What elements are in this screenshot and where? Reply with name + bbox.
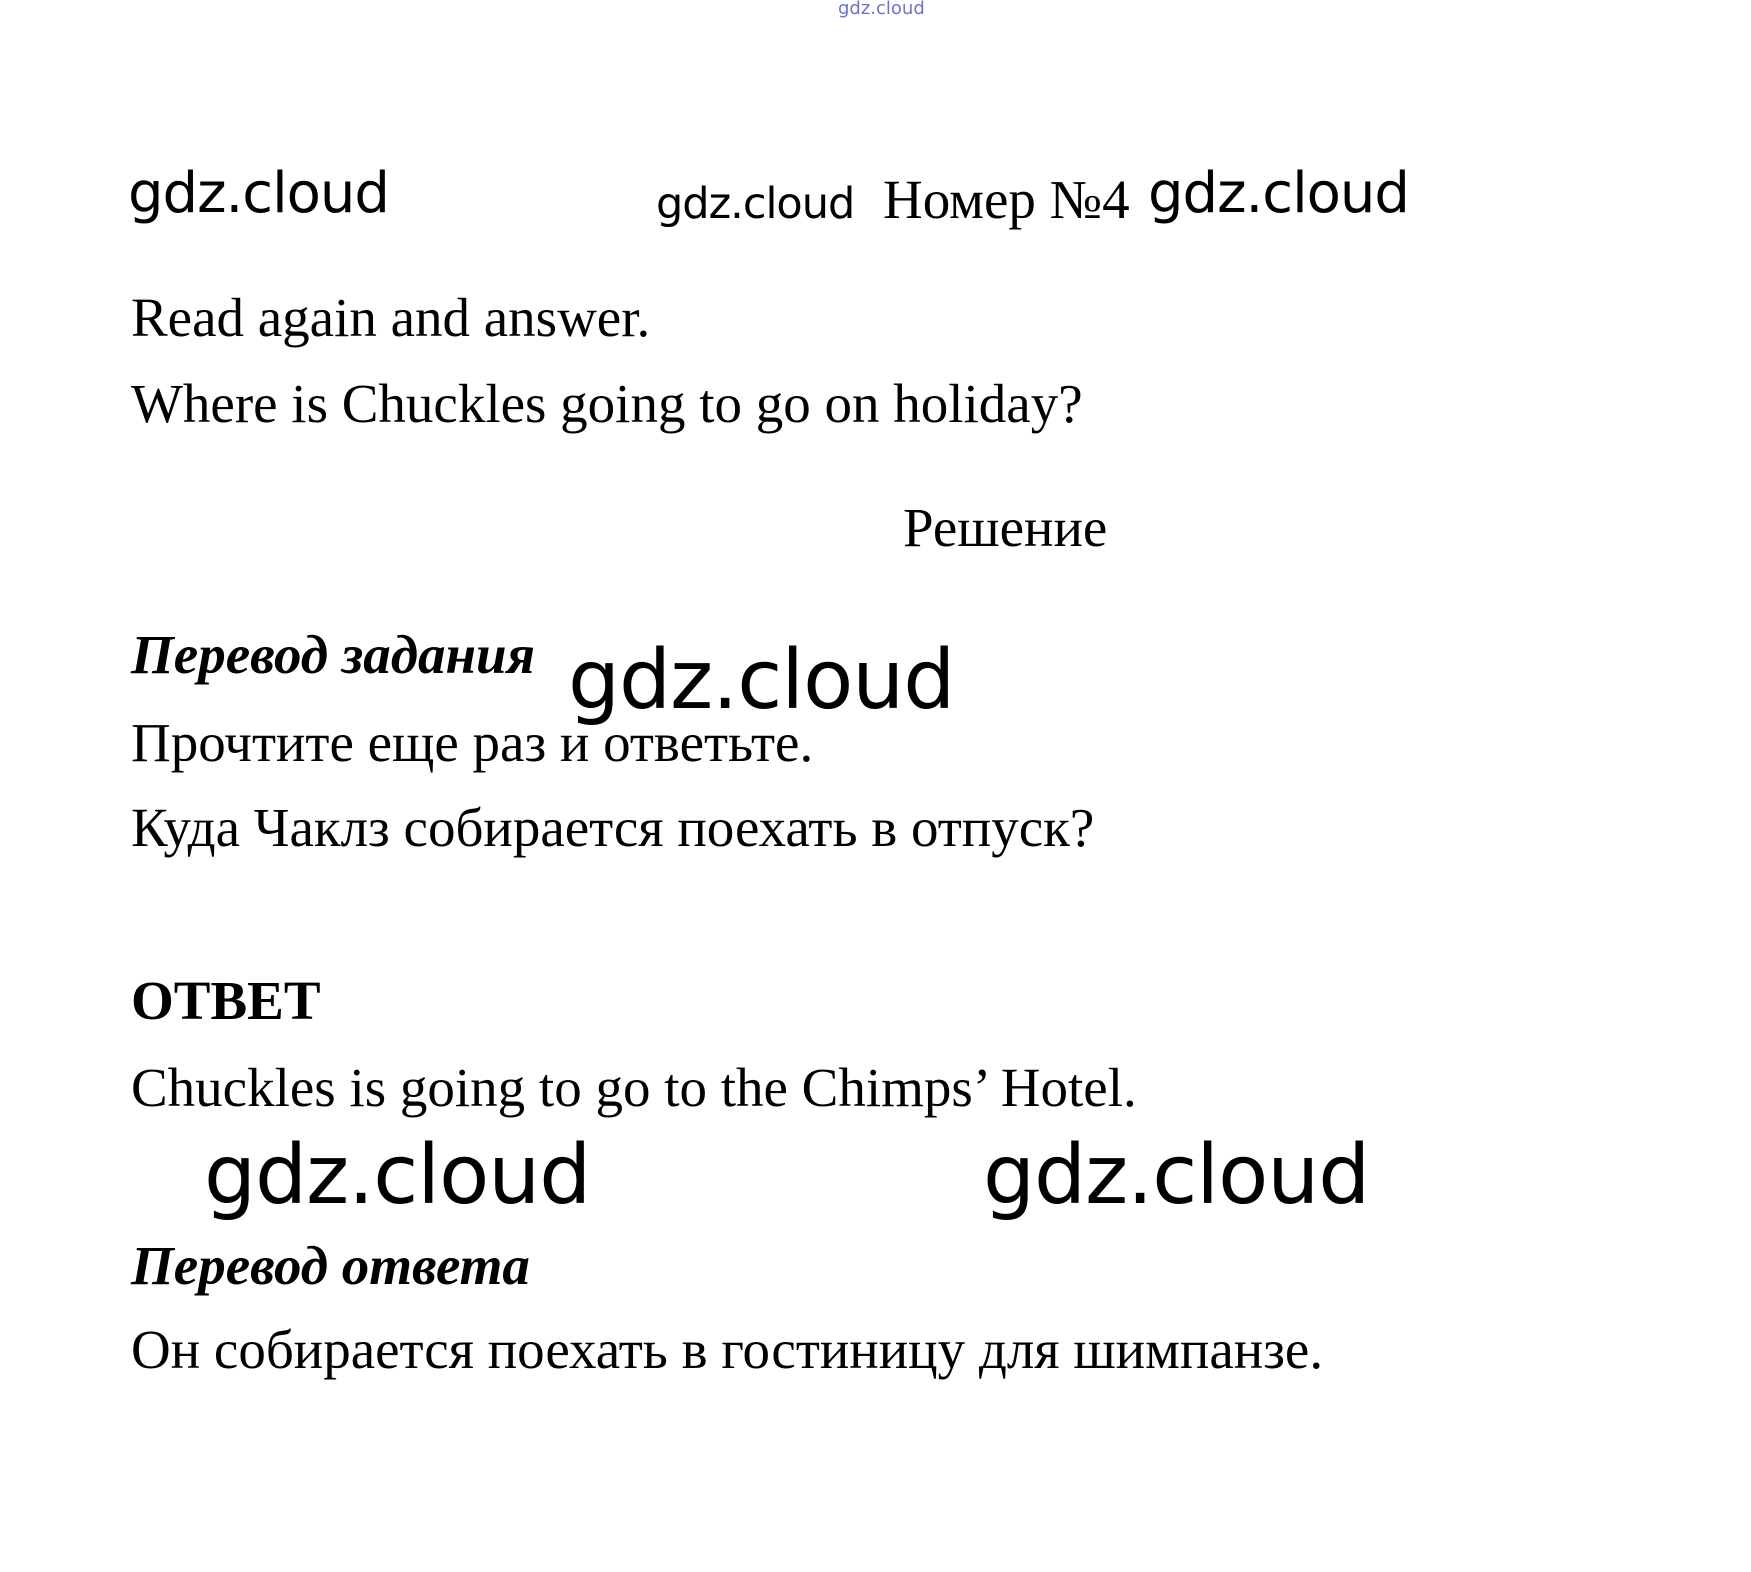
watermark: gdz.cloud bbox=[1148, 161, 1409, 226]
watermark-top: gdz.cloud bbox=[838, 0, 925, 19]
task-instruction: Read again and answer. bbox=[131, 287, 651, 348]
answer-text: Chuckles is going to go to the Chimps’ Hotel. bbox=[131, 1057, 1137, 1118]
page-title: Номер №4 bbox=[883, 169, 1130, 230]
watermark: gdz.cloud bbox=[128, 161, 389, 226]
task-translation-heading: Перевод задания bbox=[131, 624, 535, 685]
watermark: gdz.cloud bbox=[204, 1128, 591, 1223]
answer-translation-heading: Перевод ответа bbox=[131, 1235, 530, 1296]
task-question: Where is Chuckles going to go on holiday? bbox=[131, 373, 1083, 434]
watermark: gdz.cloud bbox=[656, 179, 855, 229]
answer-heading: ОТВЕТ bbox=[131, 970, 321, 1031]
watermark: gdz.cloud bbox=[983, 1128, 1370, 1223]
watermark: gdz.cloud bbox=[568, 633, 955, 728]
answer-translation-text: Он собирается поехать в гостиницу для шимпанзе. bbox=[131, 1319, 1324, 1380]
task-translation-line: Прочтите еще раз и ответьте. bbox=[131, 712, 814, 773]
solution-label: Решение bbox=[903, 497, 1108, 558]
task-translation-line: Куда Чаклз собирается поехать в отпуск? bbox=[131, 797, 1095, 858]
